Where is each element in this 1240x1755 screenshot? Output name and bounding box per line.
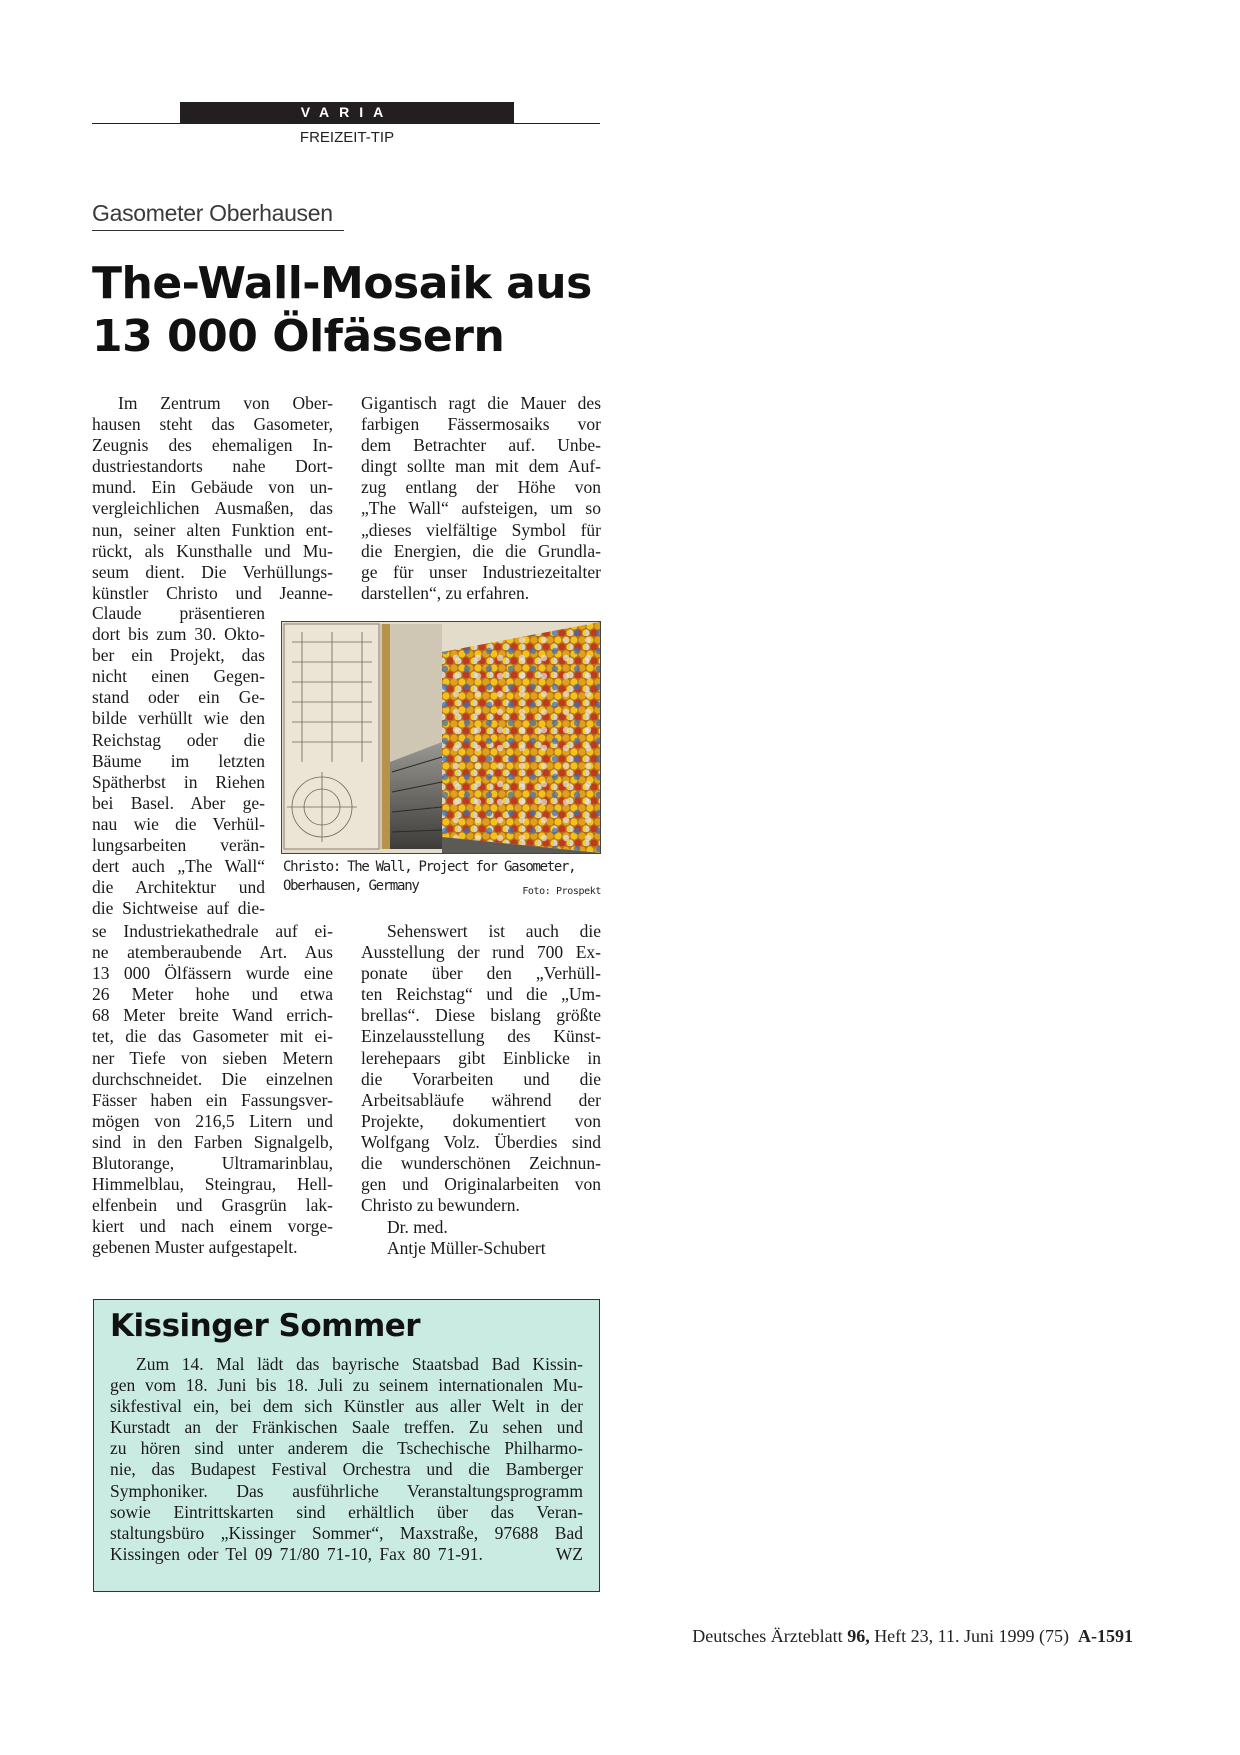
text-line: stand oder ein Ge- bbox=[92, 687, 265, 708]
text-line: die Sichtweise auf die- bbox=[92, 898, 265, 919]
text-line: Arbeitsabläufe während der bbox=[361, 1089, 601, 1110]
text-line: lerehepaars gibt Einblicke in bbox=[361, 1047, 601, 1068]
text-line: „dieses vielfältige Symbol für bbox=[361, 519, 601, 540]
text-line: sowie Eintrittskarten sind erhältlich über das Veran- bbox=[110, 1501, 583, 1522]
text-line: Kissingen oder Tel 09 71/80 71-10, Fax 80 71-91. WZ bbox=[110, 1543, 583, 1564]
text-line: Himmelblau, Steingrau, Hell- bbox=[92, 1174, 333, 1195]
text-line: dort bis zum 30. Okto- bbox=[92, 624, 265, 645]
author-line: Antje Müller-Schubert bbox=[387, 1238, 546, 1259]
article-kicker: Gasometer Oberhausen bbox=[92, 200, 344, 231]
text-line: lungsarbeiten verän- bbox=[92, 835, 265, 856]
text-line: ten Reichstag“ und die „Um- bbox=[361, 984, 601, 1005]
text-line: bilde verhüllt wie den bbox=[92, 708, 265, 729]
text-line: 68 Meter breite Wand errich- bbox=[92, 1005, 333, 1026]
section-rule bbox=[92, 123, 600, 124]
text-line: sind in den Farben Signalgelb, bbox=[92, 1131, 333, 1152]
text-line: Sehenswert ist auch die bbox=[387, 921, 601, 941]
text-line: Im Zentrum von Ober- bbox=[118, 393, 333, 413]
text-line: Bäume im letzten bbox=[92, 750, 265, 771]
text-line: Zum 14. Mal lädt das bayrische Staatsbad Bad Kissin- bbox=[136, 1354, 583, 1374]
text-line: ge für unser Industriezeitalter bbox=[361, 561, 601, 582]
photo-caption bbox=[283, 858, 601, 901]
text-line: ber ein Projekt, das bbox=[92, 645, 265, 666]
wall-artwork-image bbox=[282, 622, 600, 853]
text-line: bei Basel. Aber ge- bbox=[92, 792, 265, 813]
text-line: 26 Meter hohe und etwa bbox=[92, 984, 333, 1005]
body-column-1-top bbox=[92, 393, 333, 604]
text-line: durchschneidet. Die einzelnen bbox=[92, 1068, 333, 1089]
text-line: rückt, als Kunsthalle und Mu- bbox=[92, 540, 333, 561]
text-line: zu hören sind unter anderem die Tschechische Philharmo- bbox=[110, 1438, 583, 1459]
text-line: Kurstadt an der Fränkischen Saale treffen. Zu sehen und bbox=[110, 1417, 583, 1438]
caption-text: Christo: The Wall, Project for Gasometer, Oberhausen, Germany bbox=[283, 859, 576, 894]
text-line: die Vorarbeiten und die bbox=[361, 1068, 601, 1089]
text-line: darstellen“, zu erfahren. bbox=[361, 582, 530, 603]
text-line: sikfestival ein, bei dem sich Künstler aus aller Welt in der bbox=[110, 1396, 583, 1417]
text-line: tet, die das Gasometer mit ei- bbox=[92, 1026, 333, 1047]
journal-name: Deutsches Ärzteblatt bbox=[692, 1626, 843, 1646]
text-line: dustriestandorts nahe Dort- bbox=[92, 456, 333, 477]
text-line: Ausstellung der rund 700 Ex- bbox=[361, 942, 601, 963]
section-label: VARIA bbox=[180, 102, 514, 123]
text-line: Claude präsentieren bbox=[92, 603, 265, 623]
headline-line: 13 000 Ölfässern bbox=[92, 311, 505, 362]
photo-credit: Foto: Prospekt bbox=[522, 886, 601, 897]
text-line: kiert und nach einem vorge- bbox=[92, 1216, 333, 1237]
body-column-1-wrap bbox=[92, 603, 265, 919]
text-line: elfenbein und Grasgrün lak- bbox=[92, 1195, 333, 1216]
text-line: ner Tiefe von sieben Metern bbox=[92, 1047, 333, 1068]
text-line: gebenen Muster aufgestapelt. bbox=[92, 1237, 298, 1258]
body-column-2-top bbox=[361, 393, 601, 604]
text-line: dingt sollte man mit dem Auf- bbox=[361, 456, 601, 477]
text-line: künstler Christo und Jeanne- bbox=[92, 582, 333, 603]
text-line: nun, seiner alten Funktion ent- bbox=[92, 519, 333, 540]
text-line: 13 000 Ölfässern wurde eine bbox=[92, 963, 333, 984]
text-line: Einzelausstellung des Künst- bbox=[361, 1026, 601, 1047]
text-line: dert auch „The Wall“ bbox=[92, 856, 265, 877]
text-line: nie, das Budapest Festival Orchestra und die Bamberger bbox=[110, 1459, 583, 1480]
text-line: hausen steht das Gasometer, bbox=[92, 414, 333, 435]
text-line: brellas“. Diese bislang größte bbox=[361, 1005, 601, 1026]
article-author bbox=[361, 1217, 546, 1259]
text-line: gen vom 18. Juni bis 18. Juli zu seinem internationalen Mu- bbox=[110, 1375, 583, 1396]
text-line: gen und Originalarbeiten von bbox=[361, 1174, 601, 1195]
text-line: Gigantisch ragt die Mauer des bbox=[361, 393, 601, 413]
text-line: vergleichlichen Ausmaßen, das bbox=[92, 498, 333, 519]
author-line: Dr. med. bbox=[387, 1217, 448, 1237]
article-photo bbox=[281, 621, 601, 854]
text-line: „The Wall“ aufsteigen, um so bbox=[361, 498, 601, 519]
text-line: zug entlang der Höhe von bbox=[361, 477, 601, 498]
text-line: dem Betrachter auf. Unbe- bbox=[361, 435, 601, 456]
text-line: staltungsbüro „Kissinger Sommer“, Maxstraße, 97688 Bad bbox=[110, 1522, 583, 1543]
text-line: die Energien, die die Grundla- bbox=[361, 540, 601, 561]
text-line: Christo zu bewundern. bbox=[361, 1195, 520, 1216]
text-line: seum dient. Die Verhüllungs- bbox=[92, 561, 333, 582]
text-line: farbigen Fässermosaiks vor bbox=[361, 414, 601, 435]
text-line: se Industriekathedrale auf ei- bbox=[92, 921, 333, 941]
text-line: ne atemberaubende Art. Aus bbox=[92, 942, 333, 963]
text-line: Spätherbst in Riehen bbox=[92, 771, 265, 792]
text-line: mögen von 216,5 Litern und bbox=[92, 1110, 333, 1131]
text-line: Reichstag oder die bbox=[92, 729, 265, 750]
info-box-text bbox=[110, 1354, 583, 1565]
journal-issue: Heft 23, 11. Juni 1999 (75) bbox=[874, 1626, 1069, 1646]
body-column-2-bottom bbox=[361, 921, 601, 1216]
text-line: nicht einen Gegen- bbox=[92, 666, 265, 687]
text-line: Fässer haben ein Fassungsver- bbox=[92, 1089, 333, 1110]
text-line: nau wie die Verhül- bbox=[92, 813, 265, 834]
page-footer bbox=[600, 1626, 1133, 1647]
text-line: die Architektur und bbox=[92, 877, 265, 898]
text-line: Zeugnis des ehemaligen In- bbox=[92, 435, 333, 456]
body-column-1-bottom bbox=[92, 921, 333, 1259]
article-headline bbox=[92, 257, 622, 363]
text-line: Symphoniker. Das ausführliche Veranstaltungsprogramm bbox=[110, 1480, 583, 1501]
text-line: mund. Ein Gebäude von un- bbox=[92, 477, 333, 498]
text-line: Projekte, dokumentiert von bbox=[361, 1110, 601, 1131]
headline-line: The-Wall-Mosaik aus bbox=[92, 258, 592, 309]
text-line: Wolfgang Volz. Überdies sind bbox=[361, 1131, 601, 1152]
section-sublabel: FREIZEIT-TIP bbox=[299, 129, 395, 146]
text-line: ponate über den „Verhüll- bbox=[361, 963, 601, 984]
text-line: die wunderschönen Zeichnun- bbox=[361, 1153, 601, 1174]
text-line: Blutorange, Ultramarinblau, bbox=[92, 1153, 333, 1174]
journal-volume: 96, bbox=[847, 1626, 870, 1646]
info-box-title: Kissinger Sommer bbox=[110, 1308, 421, 1344]
page-number: A-1591 bbox=[1078, 1626, 1133, 1646]
